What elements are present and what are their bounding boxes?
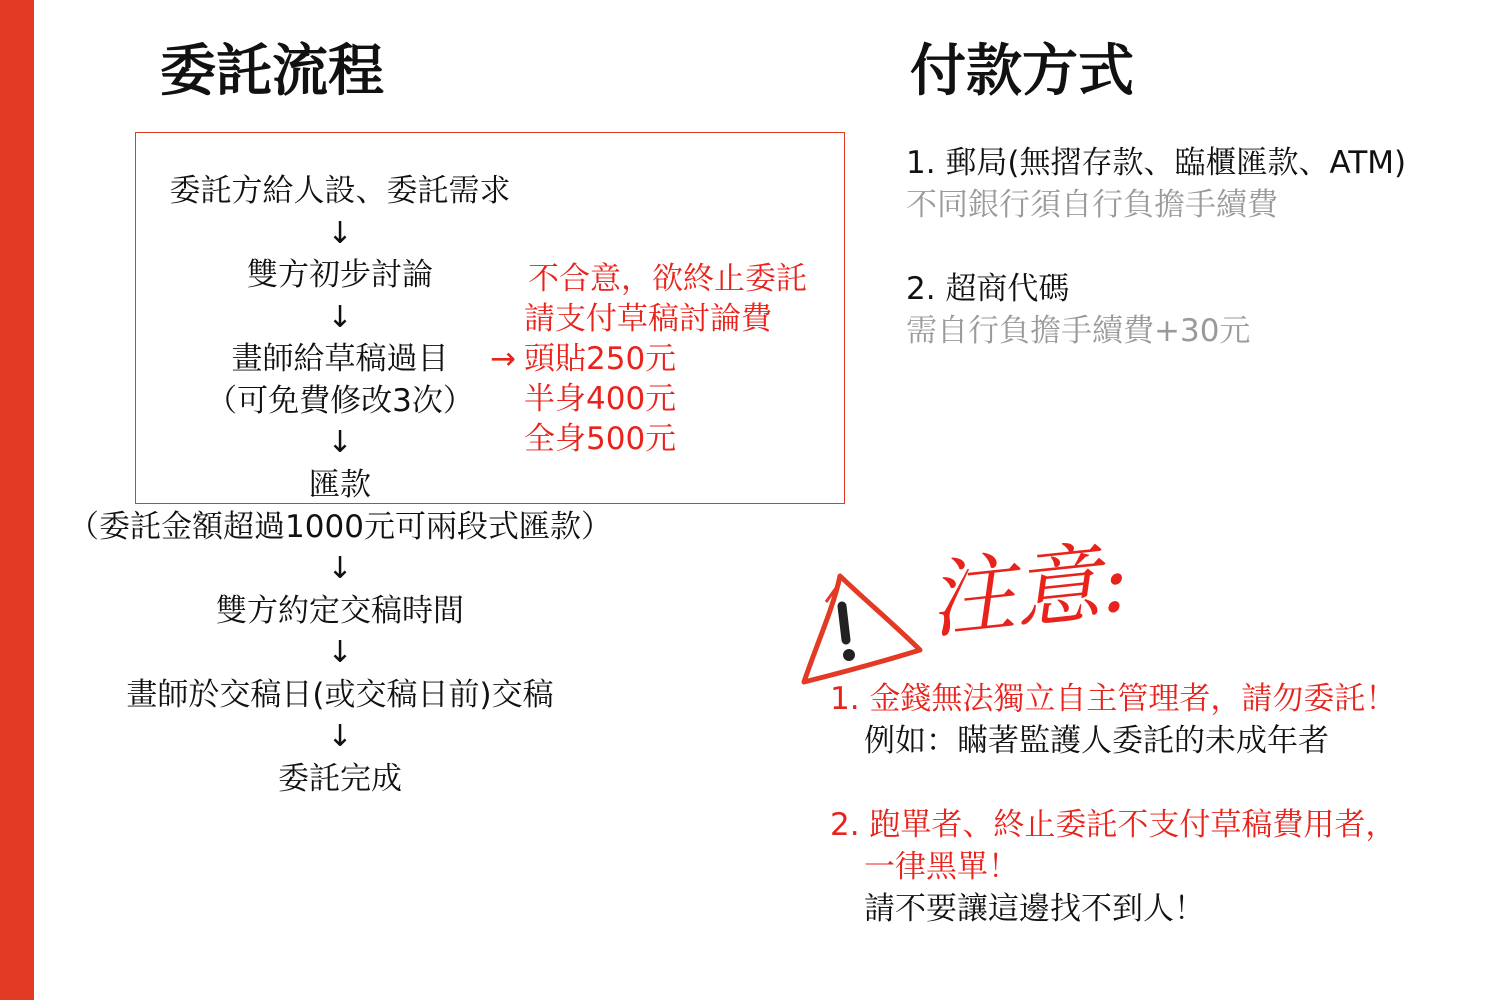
payment-item-convenience-store: 2. 超商代碼 (906, 271, 1070, 307)
flow-step-draft: 畫師給草稿過目 (231, 341, 449, 377)
down-arrow-icon: ↓ (327, 551, 353, 586)
left-accent-bar (0, 0, 34, 1000)
cancel-condition: 不合意，欲終止委託 (528, 261, 807, 297)
down-arrow-icon: ↓ (327, 635, 353, 670)
notice-handwritten-heading: 注意: (923, 530, 1134, 652)
payment-item-post-office-note: 不同銀行須自行負擔手續費 (906, 187, 1278, 223)
notice-rule-2: 2. 跑單者、終止委託不支付草稿費用者， (830, 807, 1397, 843)
payment-item-post-office: 1. 郵局(無摺存款、臨櫃匯款、ATM) (906, 145, 1407, 181)
flow-step-schedule: 雙方約定交稿時間 (216, 593, 464, 629)
flow-step-discussion: 雙方初步討論 (247, 257, 433, 293)
payment-method-title: 付款方式 (910, 39, 1134, 104)
notice-rule-2-continued: 一律黑單！ (864, 849, 1019, 885)
flow-step-payment-note: （委託金額超過1000元可兩段式匯款） (68, 509, 612, 545)
down-arrow-icon: ↓ (327, 425, 353, 460)
fee-headshot: 頭貼250元 (524, 341, 677, 377)
down-arrow-icon: ↓ (327, 216, 353, 251)
commission-process-title: 委託流程 (160, 39, 384, 104)
notice-rule-1-example: 例如：瞞著監護人委託的未成年者 (864, 723, 1329, 759)
fee-half-body: 半身400元 (524, 381, 677, 417)
notice-rule-1: 1. 金錢無法獨立自主管理者，請勿委託！ (830, 681, 1397, 717)
down-arrow-icon: ↓ (327, 719, 353, 754)
flow-step-delivery: 畫師於交稿日(或交稿日前)交稿 (126, 677, 554, 713)
right-arrow-icon: → (490, 341, 516, 377)
notice-rule-2-plea: 請不要讓這邊找不到人！ (864, 891, 1205, 927)
flow-step-complete: 委託完成 (278, 761, 402, 797)
flow-step-request: 委託方給人設、委託需求 (169, 173, 511, 209)
fee-full-body: 全身500元 (524, 421, 677, 457)
flow-step-payment: 匯款 (309, 467, 371, 503)
down-arrow-icon: ↓ (327, 300, 353, 335)
cancel-fee-instruction: 請支付草稿討論費 (524, 301, 772, 337)
payment-item-convenience-store-note: 需自行負擔手續費+30元 (906, 313, 1251, 349)
warning-triangle-icon (796, 566, 926, 690)
flow-step-draft-note: （可免費修改3次） (206, 383, 474, 419)
